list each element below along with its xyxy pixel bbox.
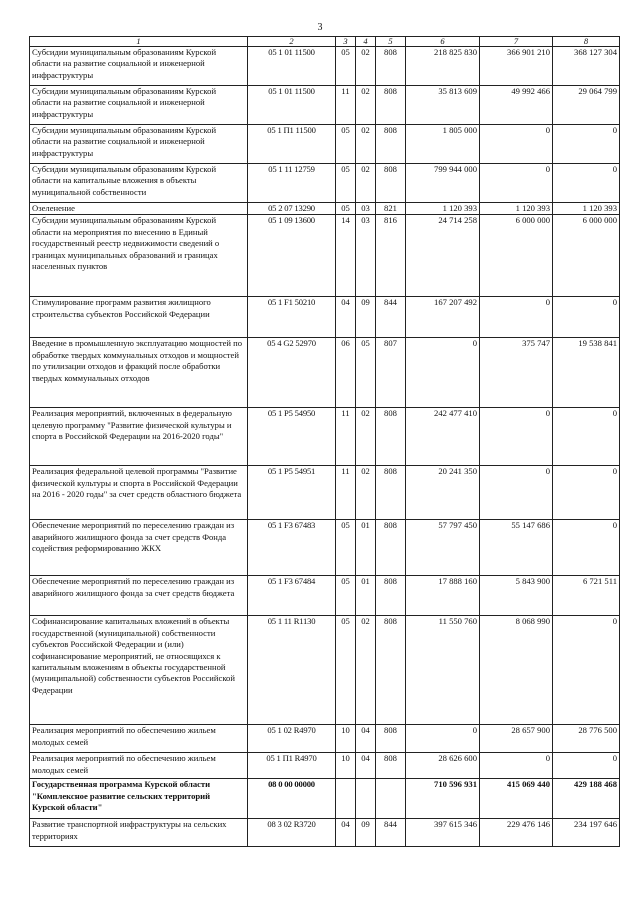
row-code: 05 2 07 13290 [248, 203, 336, 215]
row-value-7: 0 [480, 466, 553, 520]
row-section: 10 [336, 753, 356, 779]
row-value-6: 57 797 450 [406, 520, 480, 576]
table-row [30, 203, 620, 215]
row-subsection: 05 [356, 338, 376, 408]
row-name: Реализация мероприятий по обеспечению жильем молодых семей [30, 725, 248, 753]
table-row [30, 125, 620, 164]
row-name: Субсидии муниципальным образованиям Курской области на развитие социальной и инженерной инфраструктуры [30, 125, 248, 164]
row-value-7: 229 476 146 [480, 819, 553, 847]
row-subsection: 04 [356, 753, 376, 779]
row-name: Субсидии муниципальным образованиям Курской области на развитие социальной и инженерной инфраструктуры [30, 86, 248, 125]
row-name: Развитие транспортной инфраструктуры на сельских территориях [30, 819, 248, 847]
row-value-7: 8 068 990 [480, 616, 553, 725]
table-row [30, 616, 620, 725]
row-admin-code: 816 [376, 215, 406, 297]
row-admin-code: 844 [376, 819, 406, 847]
row-code: 05 1 01 11500 [248, 47, 336, 86]
table-row [30, 47, 620, 86]
row-section: 05 [336, 125, 356, 164]
page-number: 3 [317, 22, 323, 33]
row-value-8: 1 120 393 [553, 203, 620, 215]
row-value-6: 17 888 160 [406, 576, 480, 616]
table-row [30, 725, 620, 753]
row-value-7: 6 000 000 [480, 215, 553, 297]
row-admin-code: 808 [376, 576, 406, 616]
row-value-7: 0 [480, 125, 553, 164]
row-section: 06 [336, 338, 356, 408]
row-name: Субсидии муниципальным образованиям Курской области на мероприятия по внесению в Единый государственный реестр недвижимости сведений о границах муниципальных образований и границах населенных пунктов [30, 215, 248, 297]
row-value-6: 35 813 609 [406, 86, 480, 125]
row-section: 05 [336, 616, 356, 725]
row-subsection: 02 [356, 408, 376, 466]
row-value-7: 366 901 210 [480, 47, 553, 86]
row-value-7: 55 147 686 [480, 520, 553, 576]
row-value-7: 1 120 393 [480, 203, 553, 215]
col-header-8: 8 [553, 37, 620, 47]
row-admin-code: 808 [376, 725, 406, 753]
table-row [30, 466, 620, 520]
row-code: 05 1 P5 54951 [248, 466, 336, 520]
row-value-6: 20 241 350 [406, 466, 480, 520]
row-subsection: 03 [356, 215, 376, 297]
row-subsection: 01 [356, 576, 376, 616]
row-name: Обеспечение мероприятий по переселению граждан из аварийного жилищного фонда за счет средств бюджета [30, 576, 248, 616]
row-section: 14 [336, 215, 356, 297]
row-value-8: 0 [553, 297, 620, 338]
row-subsection: 03 [356, 203, 376, 215]
row-code: 05 1 11 R1130 [248, 616, 336, 725]
row-value-8: 0 [553, 164, 620, 203]
row-admin-code: 808 [376, 408, 406, 466]
row-code: 08 0 00 00000 [248, 779, 336, 819]
row-value-6: 218 825 830 [406, 47, 480, 86]
row-section: 05 [336, 203, 356, 215]
header-row [30, 37, 620, 47]
row-value-8: 0 [553, 520, 620, 576]
row-admin-code: 808 [376, 466, 406, 520]
row-value-7: 0 [480, 297, 553, 338]
row-subsection: 01 [356, 520, 376, 576]
row-value-6: 167 207 492 [406, 297, 480, 338]
row-admin-code: 808 [376, 164, 406, 203]
row-value-6: 710 596 931 [406, 779, 480, 819]
row-value-6: 242 477 410 [406, 408, 480, 466]
row-name: Субсидии муниципальным образованиям Курской области на развитие социальной и инженерной инфраструктуры [30, 47, 248, 86]
row-subsection: 02 [356, 86, 376, 125]
row-value-6: 24 714 258 [406, 215, 480, 297]
row-code: 05 1 01 11500 [248, 86, 336, 125]
row-code: 05 1 F3 67484 [248, 576, 336, 616]
row-code: 05 1 02 R4970 [248, 725, 336, 753]
row-subsection: 02 [356, 164, 376, 203]
table-row [30, 86, 620, 125]
col-header-5: 5 [376, 37, 406, 47]
row-value-8: 0 [553, 125, 620, 164]
row-admin-code [376, 779, 406, 819]
row-admin-code: 808 [376, 47, 406, 86]
row-value-8: 0 [553, 753, 620, 779]
row-value-8: 28 776 500 [553, 725, 620, 753]
col-header-6: 6 [406, 37, 480, 47]
row-value-7: 0 [480, 164, 553, 203]
row-name: Обеспечение мероприятий по переселению граждан из аварийного жилищного фонда за счет средств Фонда содействия реформированию ЖКХ [30, 520, 248, 576]
table-row [30, 819, 620, 847]
row-value-6: 0 [406, 338, 480, 408]
row-value-8: 0 [553, 616, 620, 725]
row-name: Субсидии муниципальным образованиям Курской области на капитальные вложения в объекты муниципальной собственности [30, 164, 248, 203]
table-row [30, 408, 620, 466]
row-name: Озеленение [30, 203, 248, 215]
row-admin-code: 808 [376, 520, 406, 576]
row-name: Реализация мероприятий, включенных в федеральную целевую программу "Развитие физической культуры и спорта в Российской Федерации на 2016-2020 годы" [30, 408, 248, 466]
row-subsection: 09 [356, 819, 376, 847]
row-admin-code: 844 [376, 297, 406, 338]
row-value-8: 234 197 646 [553, 819, 620, 847]
row-subsection: 02 [356, 616, 376, 725]
row-value-7: 0 [480, 753, 553, 779]
row-name: Государственная программа Курской области "Комплексное развитие сельских территорий Курской области" [30, 779, 248, 819]
row-code: 08 3 02 R3720 [248, 819, 336, 847]
table-row [30, 215, 620, 297]
table-row [30, 338, 620, 408]
row-admin-code: 808 [376, 616, 406, 725]
row-admin-code: 808 [376, 753, 406, 779]
row-section: 04 [336, 819, 356, 847]
row-value-6: 0 [406, 725, 480, 753]
row-admin-code: 808 [376, 86, 406, 125]
col-header-1: 1 [30, 37, 248, 47]
row-code: 05 1 П1 11500 [248, 125, 336, 164]
row-section: 05 [336, 520, 356, 576]
row-value-6: 397 615 346 [406, 819, 480, 847]
row-name: Стимулирование программ развития жилищного строительства субъектов Российской Федерации [30, 297, 248, 338]
row-subsection: 02 [356, 466, 376, 520]
table-row-program-total [30, 779, 620, 819]
row-value-8: 0 [553, 408, 620, 466]
row-value-7: 49 992 466 [480, 86, 553, 125]
row-value-8: 0 [553, 466, 620, 520]
row-section: 11 [336, 86, 356, 125]
row-value-8: 6 721 511 [553, 576, 620, 616]
row-section: 10 [336, 725, 356, 753]
col-header-3: 3 [336, 37, 356, 47]
budget-table [29, 36, 620, 847]
row-section [336, 779, 356, 819]
table-row [30, 520, 620, 576]
row-value-8: 19 538 841 [553, 338, 620, 408]
table-row [30, 297, 620, 338]
row-name: Софинансирование капитальных вложений в объекты государственной (муниципальной) собственности субъектов Российской Федерации и (или) софинансирование мероприятий, не относящихся к капитальным вложениям в объекты государственной (муниципальной) собственности субъектов Российской Федерации [30, 616, 248, 725]
row-value-7: 28 657 900 [480, 725, 553, 753]
row-subsection [356, 779, 376, 819]
row-section: 05 [336, 164, 356, 203]
row-name: Введение в промышленную эксплуатацию мощностей по обработке твердых коммунальных отходов и мощностей по утилизации отходов и фракций после обработки твердых коммунальных отходов [30, 338, 248, 408]
row-value-6: 11 550 760 [406, 616, 480, 725]
row-admin-code: 807 [376, 338, 406, 408]
row-section: 04 [336, 297, 356, 338]
table-row [30, 164, 620, 203]
table-row [30, 576, 620, 616]
row-value-8: 29 064 799 [553, 86, 620, 125]
row-subsection: 09 [356, 297, 376, 338]
table-row [30, 753, 620, 779]
row-code: 05 1 P5 54950 [248, 408, 336, 466]
row-code: 05 4 G2 52970 [248, 338, 336, 408]
row-code: 05 1 П1 R4970 [248, 753, 336, 779]
row-value-6: 1 120 393 [406, 203, 480, 215]
row-value-6: 1 805 000 [406, 125, 480, 164]
row-code: 05 1 11 12759 [248, 164, 336, 203]
row-value-8: 6 000 000 [553, 215, 620, 297]
row-code: 05 1 09 13600 [248, 215, 336, 297]
row-code: 05 1 F3 67483 [248, 520, 336, 576]
row-value-6: 799 944 000 [406, 164, 480, 203]
col-header-2: 2 [248, 37, 336, 47]
row-section: 11 [336, 408, 356, 466]
row-name: Реализация федеральной целевой программы "Развитие физической культуры и спорта в Российской Федерации на 2016 - 2020 годы" за счет средств областного бюджета [30, 466, 248, 520]
row-name: Реализация мероприятий по обеспечению жильем молодых семей [30, 753, 248, 779]
row-section: 05 [336, 47, 356, 86]
row-admin-code: 808 [376, 125, 406, 164]
row-value-8: 429 188 468 [553, 779, 620, 819]
col-header-4: 4 [356, 37, 376, 47]
row-code: 05 1 F1 50210 [248, 297, 336, 338]
col-header-7: 7 [480, 37, 553, 47]
row-value-6: 28 626 600 [406, 753, 480, 779]
row-section: 05 [336, 576, 356, 616]
row-value-7: 0 [480, 408, 553, 466]
row-subsection: 02 [356, 47, 376, 86]
row-subsection: 04 [356, 725, 376, 753]
row-value-7: 415 069 440 [480, 779, 553, 819]
row-admin-code: 821 [376, 203, 406, 215]
row-section: 11 [336, 466, 356, 520]
row-value-7: 375 747 [480, 338, 553, 408]
row-value-7: 5 843 900 [480, 576, 553, 616]
row-subsection: 02 [356, 125, 376, 164]
row-value-8: 368 127 304 [553, 47, 620, 86]
